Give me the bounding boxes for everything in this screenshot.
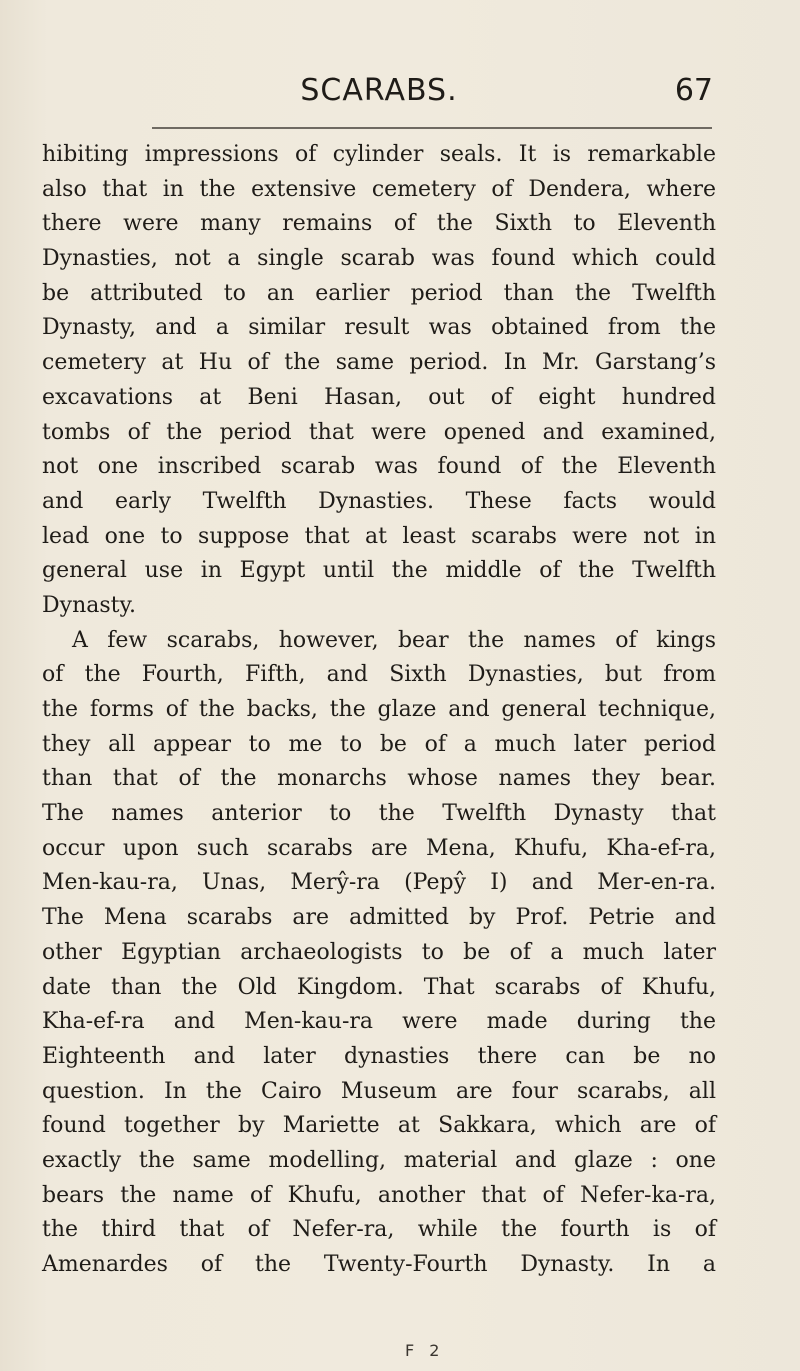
text-line: bears the name of Khufu, another that of Nefer-ka-ra, xyxy=(42,1182,716,1208)
text-line: occur upon such scarabs are Mena, Khufu, Kha-ef-ra, xyxy=(42,835,716,861)
text-line: excavations at Beni Hasan, out of eight hundred xyxy=(42,384,716,410)
text-line: the forms of the backs, the glaze and general technique, xyxy=(42,697,716,722)
text-line: the third that of Nefer-ra, while the fourth is of xyxy=(42,1217,716,1243)
page-number: 67 xyxy=(674,73,713,108)
text-line: there were many remains of the Sixth to Eleventh xyxy=(42,211,716,237)
text-line: cemetery at Hu of the same period. In Mr. Garstang’s xyxy=(42,350,716,376)
text-line: be attributed to an earlier period than the Twelfth xyxy=(42,280,716,306)
text-line: exactly the same modelling, material and glaze : one xyxy=(42,1147,716,1173)
text-line: tombs of the period that were opened and examined, xyxy=(42,419,716,445)
text-line: Men-kau-ra, Unas, Merŷ-ra (Pepŷ I) and Mer-en-ra. xyxy=(42,870,716,896)
text-line: hibiting impressions of cylinder seals. It is remarkable xyxy=(42,142,716,167)
header-rule xyxy=(152,127,712,129)
text-line: Dynasty, and a similar result was obtained from the xyxy=(42,315,716,341)
text-line: they all appear to me to be of a much later period xyxy=(42,731,716,757)
text-line: and early Twelfth Dynasties. These facts would xyxy=(42,488,716,514)
text-line: The names anterior to the Twelfth Dynasty that xyxy=(42,801,716,827)
body-text xyxy=(42,138,716,1283)
text-line: Dynasties, not a single scarab was found which could xyxy=(42,246,716,272)
signature-mark: F 2 xyxy=(405,1341,445,1360)
text-line: than that of the monarchs whose names they bear. xyxy=(42,766,716,792)
text-line: Kha-ef-ra and Men-kau-ra were made during the xyxy=(42,1009,716,1035)
running-head xyxy=(45,72,713,110)
text-line: general use in Egypt until the middle of the Twelfth xyxy=(42,558,716,584)
text-line: Amenardes of the Twenty-Fourth Dynasty. In a xyxy=(42,1252,716,1277)
text-line: also that in the extensive cemetery of Dendera, where xyxy=(42,176,716,202)
text-line: lead one to suppose that at least scarabs were not in xyxy=(42,523,716,549)
text-line: found together by Mariette at Sakkara, which are of xyxy=(42,1113,716,1139)
text-line: of the Fourth, Fifth, and Sixth Dynasties, but from xyxy=(42,662,716,688)
text-line: not one inscribed scarab was found of the Eleventh xyxy=(42,454,716,480)
paragraph-end-line: Dynasty. xyxy=(42,592,136,618)
text-line: other Egyptian archaeologists to be of a much later xyxy=(42,939,716,965)
text-line: Eighteenth and later dynasties there can be no xyxy=(42,1043,716,1069)
paragraph-start-line: A few scarabs, however, bear the names of kings xyxy=(72,627,716,653)
text-line: date than the Old Kingdom. That scarabs of Khufu, xyxy=(42,974,716,1000)
text-line: The Mena scarabs are admitted by Prof. Petrie and xyxy=(42,905,716,931)
text-line: question. In the Cairo Museum are four scarabs, all xyxy=(42,1078,716,1104)
running-title: SCARABS. xyxy=(300,73,458,108)
